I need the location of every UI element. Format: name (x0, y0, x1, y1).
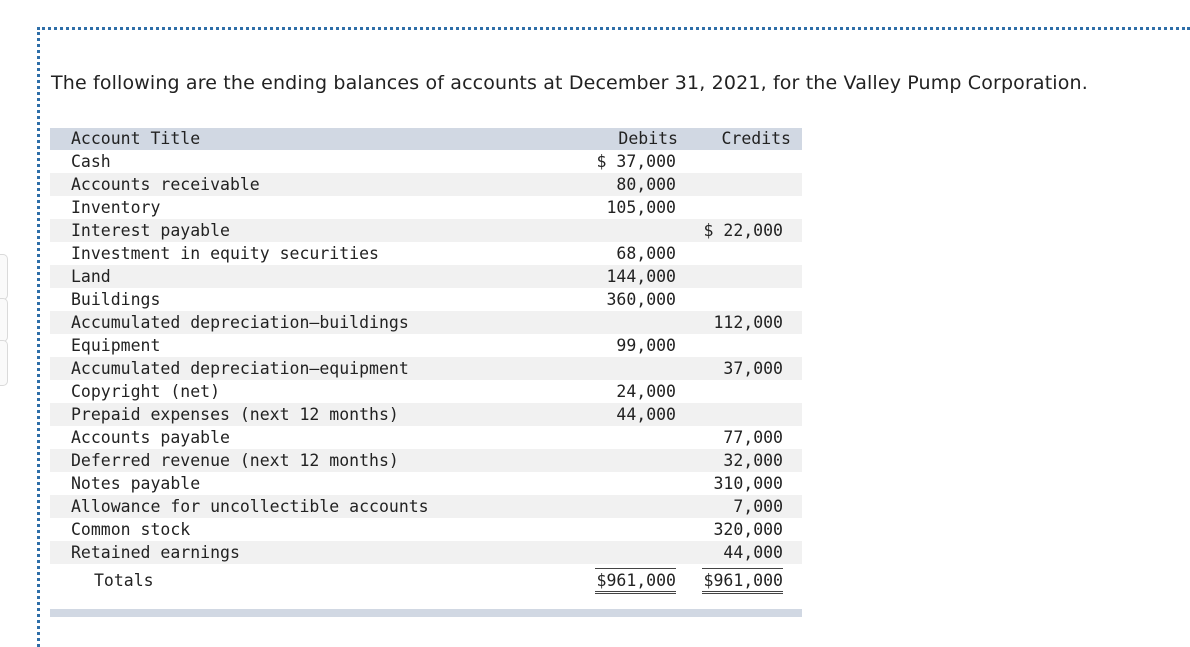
table-row (50, 219, 802, 242)
debit-cell (560, 357, 687, 380)
table-row (50, 288, 802, 311)
debit-cell (560, 472, 687, 495)
credit-cell: $ 22,000 (703, 220, 783, 240)
debit-cell: 99,000 (616, 335, 676, 355)
credit-cell: 7,000 (733, 496, 783, 516)
debit-cell: 80,000 (616, 174, 676, 194)
focus-border-left (37, 27, 40, 647)
side-tab[interactable] (0, 254, 8, 300)
left-frame (0, 0, 10, 644)
table-row (50, 518, 802, 541)
debit-cell (560, 495, 687, 518)
table-row (50, 472, 802, 495)
credit-cell (687, 265, 802, 288)
focus-border-top (37, 27, 1190, 30)
account-title-cell: Buildings (71, 289, 161, 309)
side-tab[interactable] (0, 298, 8, 342)
credit-cell (687, 173, 802, 196)
credit-cell: 320,000 (713, 519, 783, 539)
table-row (50, 426, 802, 449)
account-title-cell: Common stock (71, 519, 191, 539)
debit-cell (560, 311, 687, 334)
table-row (50, 265, 802, 288)
table-row (50, 357, 802, 380)
table-row (50, 449, 802, 472)
table-row (50, 196, 802, 219)
account-title-cell: Copyright (net) (71, 381, 221, 401)
account-title-cell: Accumulated depreciation—buildings (71, 312, 409, 332)
credit-cell: 310,000 (713, 473, 783, 493)
table-row (50, 173, 802, 196)
trial-balance-table (50, 128, 802, 598)
table-row (50, 334, 802, 357)
debit-cell (560, 449, 687, 472)
credit-cell (687, 334, 802, 357)
table-row (50, 242, 802, 265)
account-title-cell: Accumulated depreciation—equipment (71, 358, 409, 378)
totals-credit-cell (687, 564, 802, 598)
credit-cell (687, 380, 802, 403)
account-title-cell: Investment in equity securities (71, 243, 379, 263)
credit-cell (687, 196, 802, 219)
debit-cell (560, 426, 687, 449)
credit-cell: 44,000 (723, 542, 783, 562)
debit-cell: $ 37,000 (596, 151, 676, 171)
debit-cell: 44,000 (616, 404, 676, 424)
account-title-cell: Retained earnings (71, 542, 240, 562)
intro-text: The following are the ending balances of accounts at December 31, 2021, for the Valley Pump Corporation. (51, 72, 1088, 94)
credit-cell (687, 242, 802, 265)
account-title-cell: Equipment (71, 335, 161, 355)
credit-cell: 77,000 (723, 427, 783, 447)
account-title-cell: Notes payable (71, 473, 201, 493)
totals-row (50, 564, 802, 598)
account-title-cell: Accounts receivable (71, 174, 260, 194)
account-title-cell: Interest payable (71, 220, 230, 240)
debit-cell (560, 541, 687, 564)
debit-cell (560, 518, 687, 541)
side-tab[interactable] (0, 340, 8, 386)
account-title-cell: Prepaid expenses (next 12 months) (71, 404, 399, 424)
totals-label: Totals (50, 564, 560, 598)
account-title-cell: Land (71, 266, 111, 286)
table-row (50, 380, 802, 403)
table-header-row (50, 128, 802, 150)
table-footer-bar (50, 609, 802, 617)
debit-cell: 144,000 (606, 266, 676, 286)
credit-cell: 32,000 (723, 450, 783, 470)
credit-cell: 112,000 (713, 312, 783, 332)
account-title-cell: Inventory (71, 197, 161, 217)
credit-cell (687, 403, 802, 426)
table-row (50, 403, 802, 426)
header-debits: Debits (618, 129, 678, 148)
totals-debit: $961,000 (595, 568, 676, 594)
table-row (50, 495, 802, 518)
debit-cell (560, 219, 687, 242)
header-credits: Credits (721, 129, 791, 148)
credit-cell (687, 150, 802, 173)
account-title-cell: Cash (71, 151, 111, 171)
debit-cell: 105,000 (606, 197, 676, 217)
totals-credit: $961,000 (702, 568, 783, 594)
debit-cell: 24,000 (616, 381, 676, 401)
debit-cell: 360,000 (606, 289, 676, 309)
totals-debit-cell (560, 564, 687, 598)
table-row (50, 541, 802, 564)
credit-cell (687, 288, 802, 311)
account-title-cell: Allowance for uncollectible accounts (71, 496, 429, 516)
debit-cell: 68,000 (616, 243, 676, 263)
account-title-cell: Accounts payable (71, 427, 230, 447)
table-row (50, 150, 802, 173)
account-title-cell: Deferred revenue (next 12 months) (71, 450, 399, 470)
table-row (50, 311, 802, 334)
header-account-title: Account Title (71, 129, 201, 148)
credit-cell: 37,000 (723, 358, 783, 378)
